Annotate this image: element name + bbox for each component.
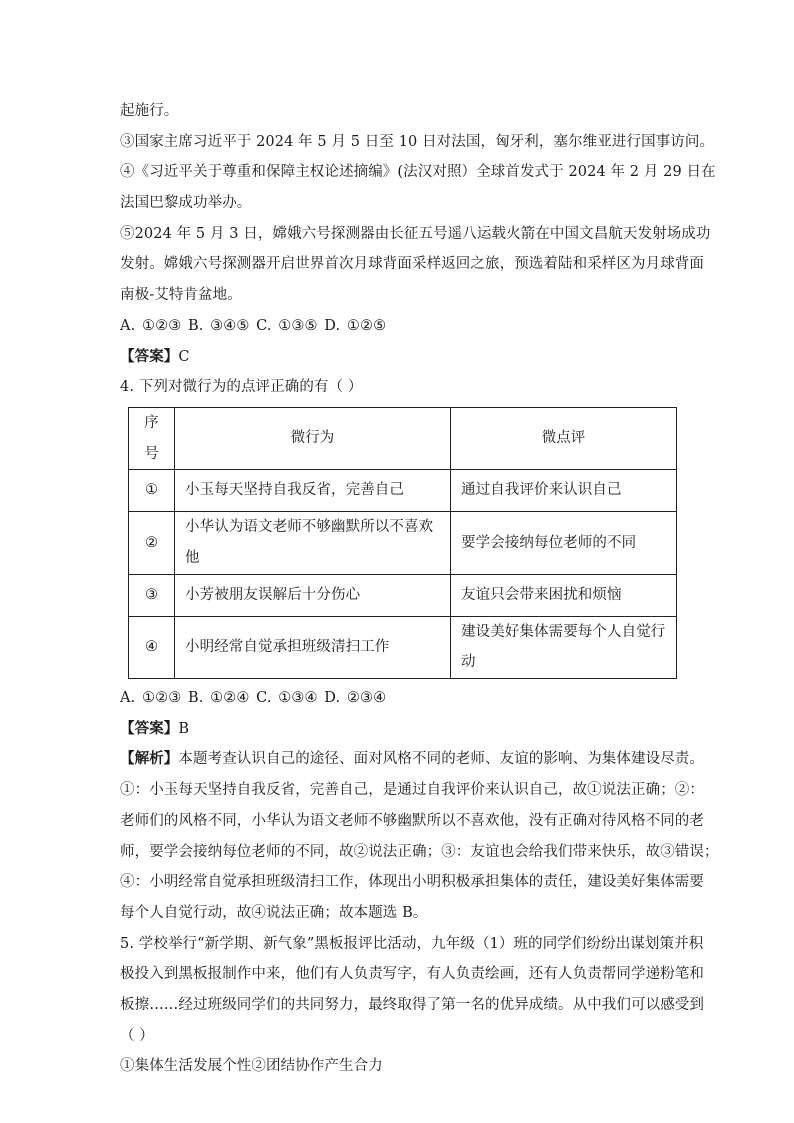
q4-answer <box>120 714 680 745</box>
table-row <box>129 574 677 616</box>
q4-options: A. ①②③ B. ①②④ C. ①③④ D. ②③④ <box>120 690 387 707</box>
text-line: 法国巴黎成功举办。 <box>120 195 252 212</box>
table-row <box>129 616 677 678</box>
analysis-label: 【解析】 <box>120 750 179 768</box>
q5-line: 板擦……经过班级同学们的共同努力，最终取得了第一名的优异成绩。从中我们可以感受到 <box>120 996 704 1013</box>
text-line: ④《习近平关于尊重和保障主权论述摘编》(法汉对照）全球首发式于 2024 年 2 月 29 日在 <box>120 164 716 181</box>
q4-table <box>128 407 677 679</box>
table-row <box>129 512 677 574</box>
table-header-cell: 微行为 <box>175 407 451 469</box>
table-header-row <box>129 407 677 469</box>
text-line: 南极-艾特肯盆地。 <box>120 287 242 304</box>
text-line: ⑤2024 年 5 月 3 日，嫦娥六号探测器由长征五号遥八运载火箭在中国文昌航天发射场成功 <box>120 225 711 242</box>
analysis-line: ①：小玉每天坚持自我反省，完善自己，是通过自我评价来认识自己，故①说法正确；②： <box>120 782 704 799</box>
q5-line: 5. 学校举行“新学期、新气象”黑板报评比活动，九年级（1）班的同学们纷纷出谋划策并积 <box>120 935 704 952</box>
table-cell-behavior: 小明经常自觉承担班级清扫工作 <box>175 616 451 678</box>
analysis-line: ④：小明经常自觉承担班级清扫工作，体现出小明积极承担集体的责任，建设美好集体需要 <box>120 874 704 891</box>
analysis-line: 师，要学会接纳每位老师的不同，故②说法正确；③：友谊也会给我们带来快乐，故③错误； <box>120 843 719 860</box>
table-header-cell: 微点评 <box>451 407 677 469</box>
q5-line: 极投入到黑板报制作中来，他们有人负责写字，有人负责绘画，还有人负责帮同学递粉笔和 <box>120 966 704 983</box>
q3-answer <box>120 342 680 373</box>
table-row <box>129 470 677 512</box>
analysis-line: 老师们的风格不同，小华认为语文老师不够幽默所以不喜欢他，没有正确对待风格不同的老 <box>120 812 704 829</box>
q3-options: A. ①②③ B. ③④⑤ C. ①③⑤ D. ①②⑤ <box>120 317 387 334</box>
text-line: 发射。嫦娥六号探测器开启世界首次月球背面采样返回之旅，预选着陆和采样区为月球背面 <box>120 256 704 273</box>
table-cell-behavior: 小芳被朋友误解后十分伤心 <box>175 574 451 616</box>
table-cell-comment: 通过自我评价来认识自己 <box>451 470 677 512</box>
table-cell-comment: 要学会接纳每位老师的不同 <box>451 512 677 574</box>
answer-label: 【答案】 <box>120 719 179 737</box>
analysis-text: 本题考查认识自己的途径、面对风格不同的老师、友谊的影响、为集体建设尽责。 <box>178 751 705 768</box>
text-line: 起施行。 <box>120 103 179 119</box>
table-cell-number: ④ <box>129 616 175 678</box>
table-cell-behavior: 小华认为语文老师不够幽默所以不喜欢他 <box>175 512 451 574</box>
answer-value: C <box>178 348 190 365</box>
q5-line: （ ） <box>120 1027 154 1044</box>
answer-label: 【答案】 <box>120 347 179 365</box>
table-header-cell: 序号 <box>129 407 175 469</box>
text-line: ③国家主席习近平于 2024 年 5 月 5 日至 10 日对法国，匈牙利，塞尔维亚进行国事访问。 <box>120 133 715 150</box>
table-cell-behavior: 小玉每天坚持自我反省，完善自己 <box>175 470 451 512</box>
table-cell-number: ① <box>129 470 175 512</box>
analysis-line: 每个人自觉行动，故④说法正确；故本题选 B。 <box>120 904 428 921</box>
answer-value: B <box>178 720 190 737</box>
q5-line: ①集体生活发展个性②团结协作产生合力 <box>120 1058 383 1075</box>
q4-stem: 4. 下列对微行为的点评正确的有（ ） <box>120 379 363 396</box>
table-cell-comment: 建设美好集体需要每个人自觉行动 <box>451 616 677 678</box>
analysis-line <box>120 744 705 775</box>
table-cell-comment: 友谊只会带来困扰和烦恼 <box>451 574 677 616</box>
table-cell-number: ② <box>129 512 175 574</box>
table-cell-number: ③ <box>129 574 175 616</box>
document-page <box>120 96 719 1082</box>
